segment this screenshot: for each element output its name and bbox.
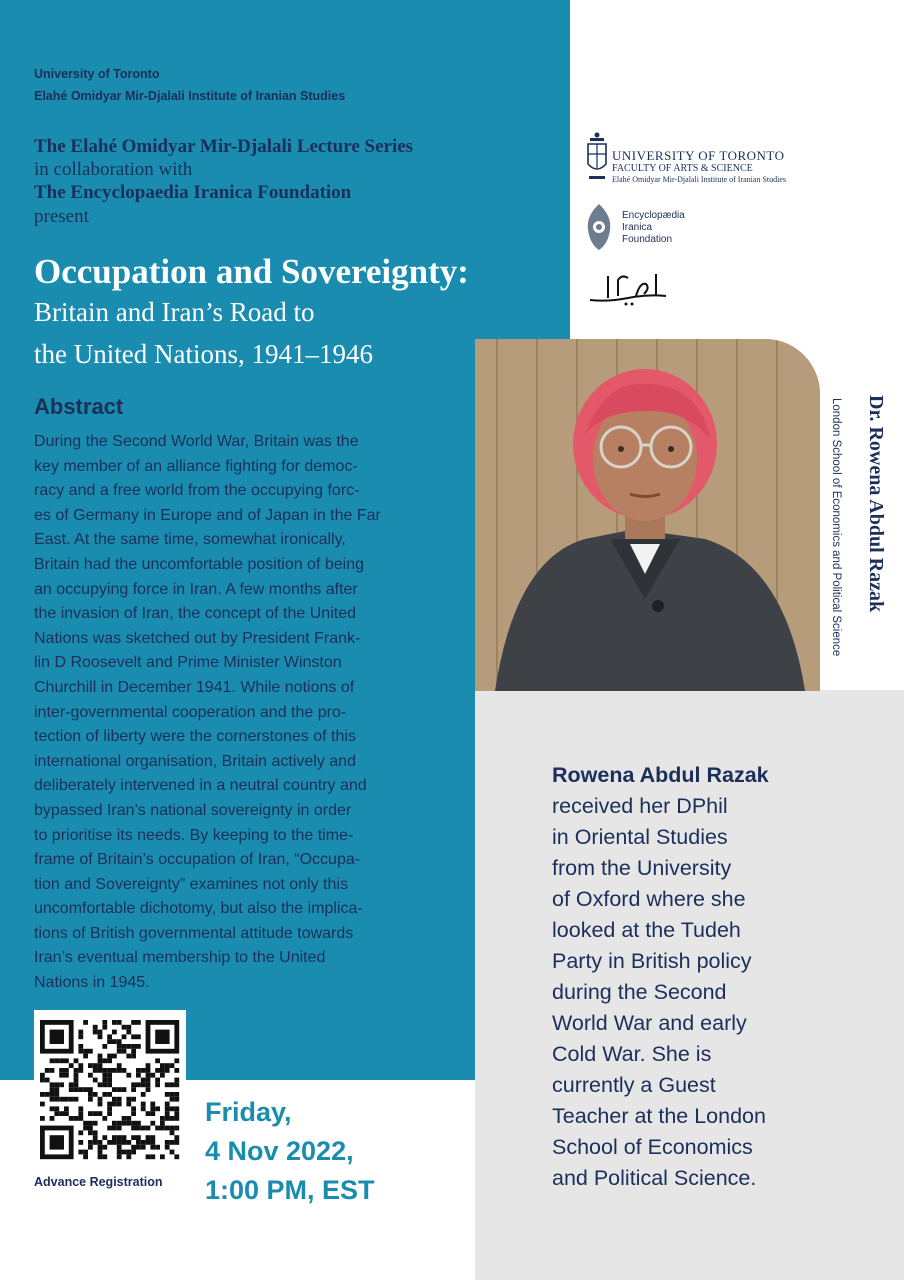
bio-line: from the University [552, 856, 732, 880]
series-title: The Elahé Omidyar Mir-Djalali Lecture Series [34, 136, 414, 157]
iranica-line1: Encyclopædia [622, 210, 685, 221]
header-university: University of Toronto [34, 67, 160, 81]
bio-line: currently a Guest [552, 1073, 716, 1097]
event-day: Friday, [205, 1097, 292, 1127]
abstract-line: racy and a free world from the occupying forc- [34, 482, 360, 500]
bio-text [552, 791, 852, 1194]
lecture-title: Occupation and Sovereignty: [34, 252, 469, 291]
series-collab: in collaboration with [34, 159, 193, 180]
lecture-subtitle-line1: Britain and Iran’s Road to [34, 297, 315, 327]
abstract-line: an occupying force in Iran. A few months after [34, 580, 358, 598]
bio-line: Cold War. She is [552, 1042, 712, 1066]
bio-line: School of Economics [552, 1135, 753, 1159]
abstract-line: inter-governmental cooperation and the pro- [34, 703, 347, 721]
uoft-crest-icon [586, 132, 608, 184]
bio-line: Teacher at the London [552, 1104, 766, 1128]
bio-line: received her DPhil [552, 794, 728, 818]
speaker-portrait [475, 339, 820, 691]
abstract-line: Nations was sketched out by President Frank- [34, 629, 361, 647]
lecture-subtitle-line2: the United Nations, 1941–1946 [34, 339, 373, 369]
abstract-line: key member of an alliance fighting for democ- [34, 457, 358, 475]
abstract-line: Churchill in December 1941. While notions of [34, 678, 355, 696]
abstract-line: uncomfortable dichotomy, but also the implica- [34, 900, 363, 918]
bio-line: during the Second [552, 980, 727, 1004]
abstract-line: tion and Sovereignty” examines not only this [34, 875, 348, 893]
abstract-line: lin D Roosevelt and Prime Minister Winston [34, 654, 342, 672]
speaker-bio [552, 760, 852, 1194]
bio-name: Rowena Abdul Razak [552, 763, 769, 787]
registration-qr-code[interactable] [34, 1010, 186, 1170]
bio-line: and Political Science. [552, 1166, 757, 1190]
bio-line: looked at the Tudeh [552, 918, 741, 942]
iranica-emblem-icon [584, 202, 614, 252]
uoft-institute: Elahé Omidyar Mir-Djalali Institute of Iranian Studies [612, 175, 787, 184]
abstract-line: deliberately intervened in a neutral country and [34, 777, 367, 795]
abstract-line: frame of Britain’s occupation of Iran, “Occupa- [34, 851, 361, 869]
abstract-line: bypassed Iran’s national sovereignty in order [34, 801, 352, 819]
uoft-faculty: FACULTY OF ARTS & SCIENCE [612, 163, 753, 174]
uoft-logo [584, 132, 884, 192]
bio-line: of Oxford where she [552, 887, 746, 911]
abstract-line: East. At the same time, somewhat ironically, [34, 531, 346, 549]
iranica-line2: Iranica [622, 222, 653, 233]
speaker-affiliation: London School of Economics and Political Science [830, 398, 842, 657]
qr-code-icon [34, 1010, 186, 1170]
series-foundation: The Encyclopaedia Iranica Foundation [34, 182, 352, 203]
speaker-name: Dr. Rowena Abdul Razak [865, 395, 887, 613]
iranica-line3: Foundation [622, 234, 673, 245]
abstract-line: During the Second World War, Britain was the [34, 433, 359, 450]
abstract-line: tions of British governmental attitude towards [34, 924, 354, 942]
uoft-name: UNIVERSITY OF TORONTO [612, 148, 785, 163]
bio-line: World War and early [552, 1011, 747, 1035]
abstract-line: Britain had the uncomfortable position of being [34, 555, 364, 573]
registration-label: Advance Registration [34, 1175, 163, 1189]
speaker-photo [475, 339, 820, 691]
header-institute: Elahé Omidyar Mir-Djalali Institute of Iranian Studies [34, 89, 346, 103]
bio-line: Party in British policy [552, 949, 752, 973]
encyclopaedia-iranica-logo [584, 202, 784, 254]
iran-nameh-logo-icon [588, 270, 670, 310]
event-date: 4 Nov 2022, [205, 1136, 354, 1166]
abstract-line: tection of liberty were the cornerstones of this [34, 728, 356, 746]
abstract-line: to prioritise its needs. By keeping to the time- [34, 826, 354, 844]
bio-line: in Oriental Studies [552, 825, 728, 849]
abstract-heading: Abstract [34, 394, 124, 419]
event-time: 1:00 PM, EST [205, 1175, 375, 1205]
abstract-body [34, 430, 454, 996]
abstract-line: es of Germany in Europe and of Japan in the Far [34, 506, 381, 524]
series-present: present [34, 206, 89, 227]
abstract-line: international organisation, Britain actively and [34, 752, 356, 770]
abstract-line: the invasion of Iran, the concept of the United [34, 605, 356, 623]
abstract-line: Nations in 1945. [34, 974, 150, 992]
abstract-line: Iran’s eventual membership to the United [34, 949, 326, 967]
